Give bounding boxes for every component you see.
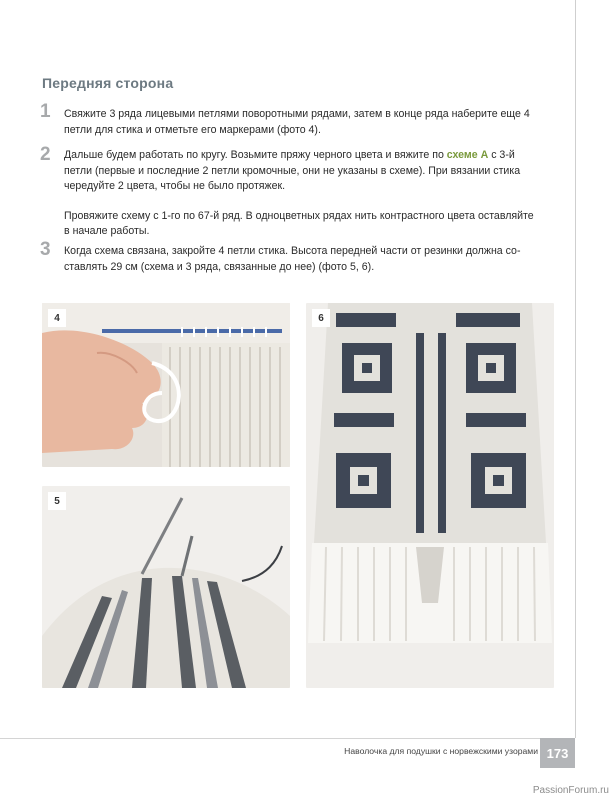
step-3-text [64,244,542,275]
watermark: PassionForum.ru [532,785,609,796]
footer-title: Наволочка для подушки с норвежскими узорами [344,746,538,756]
step-3-paragraph: Когда схема связана, закройте 4 петли стика. Высота передней части от резинки должна составлять 29 см (схема и 3 ряда, связанные до нее) (фото 5, 6). [64,245,521,273]
photo-5-image [42,486,290,688]
step-2-paragraph-2: Провяжите схему с 1-го по 67-й ряд. В одноцветных рядах нить контрастного цвета оставляйте в начале работы. [64,209,534,237]
photo-4-label: 4 [48,309,66,327]
step-2-text-after: с 3-й петли (первые и последние 2 петли кромочные, они не указаны в схеме). При вязании стика чередуйте 2 цвета, чтобы не было протяжек. [64,149,521,192]
step-1-paragraph: Свяжите 3 ряда лицевыми петлями поворотными рядами, затем в конце ряда наберите еще 4 петли для стика и отметьте его маркерами (фото 4). [64,108,530,136]
section-heading: Передняя сторона [42,75,174,91]
step-1-text [64,107,542,138]
photo-6 [306,303,554,688]
step-2-text [64,148,542,240]
photo-6-label: 6 [312,309,330,327]
photo-4 [42,303,290,467]
photo-5-label: 5 [48,492,66,510]
step-2-paragraph-1 [64,148,542,195]
footer-rule [0,738,540,739]
right-margin-rule [575,0,576,738]
photo-4-image [42,303,290,467]
step-3-number: 3 [40,239,51,260]
step-2-text-before: Дальше будем работать по кругу. Возьмите пряжу черного цвета и вяжите по [64,149,447,161]
scheme-a-link: схеме А [446,149,489,161]
photo-6-image [306,303,554,688]
page-number: 173 [540,738,575,768]
photo-5 [42,486,290,688]
step-1-number: 1 [40,101,51,122]
step-2-number: 2 [40,144,51,165]
